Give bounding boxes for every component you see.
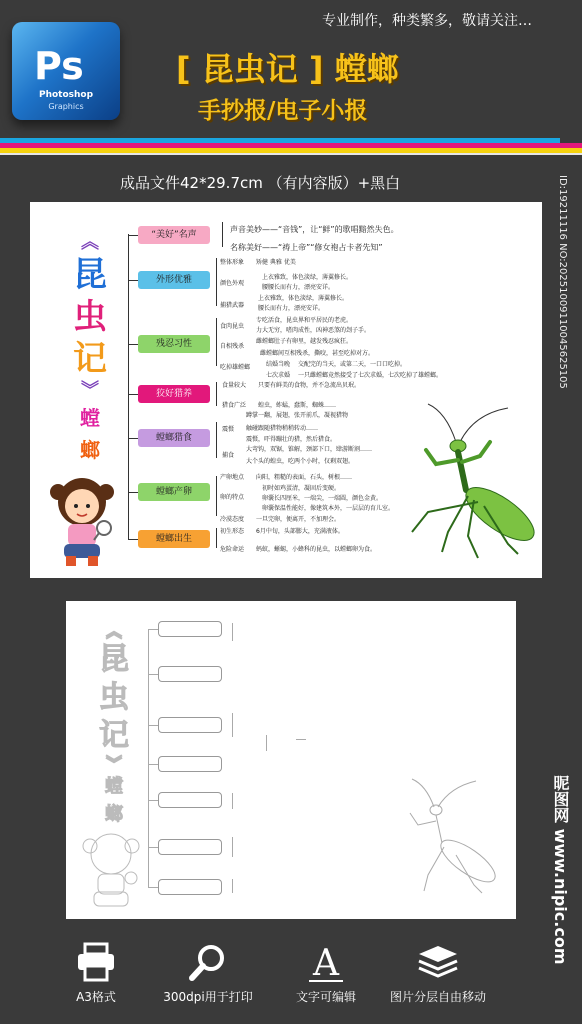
outline-node [158, 792, 222, 808]
outline-deco-title [94, 623, 134, 829]
branch-hunt: 螳螂猎食 [138, 429, 210, 447]
leaf-bracket [216, 258, 217, 306]
leaf-shape-c2: 腰长而有力，漂亮安详。 [258, 305, 325, 312]
outline-bracket [232, 837, 233, 857]
branch-shape: 外形优雅 [138, 271, 210, 289]
leaf-prey-a1: 只要有鲜美的食物，并不急流出贝珉。 [258, 382, 361, 389]
leaf-egg-b: 卵的特点 [220, 494, 245, 501]
outline-bracket [296, 739, 306, 740]
leaf-egg-b2: 卵囊长四厘米，一端尖，一端圆，颜色金黄。 [262, 495, 383, 502]
leaf-habit-c: 吃掉雄螳螂 [220, 364, 251, 371]
nipic-watermark: 昵图网 www.nipic.com [551, 775, 570, 965]
feature-editable-text [266, 940, 386, 1005]
photoshop-logo [12, 22, 120, 120]
leaf-prey-a: 食量较大 [222, 382, 247, 389]
outline-bracket [232, 879, 233, 893]
outline-branch-line [148, 887, 158, 888]
branch-line [128, 280, 138, 281]
leaf-bracket [222, 222, 223, 247]
slogan: 专业制作，种类繁多，敬请关注… [322, 13, 532, 29]
leaf-prey-b1: 蝗虫，蚱蜢，蠢斯，蜘蛛…… [258, 402, 337, 409]
leaf-bracket [216, 528, 217, 548]
feature-dpi [148, 940, 268, 1005]
layers-icon [378, 940, 498, 984]
branch-prey: 狡好猎养 [138, 385, 210, 403]
branch-birth: 螳螂出生 [138, 530, 210, 548]
deco-char-3: 记 [73, 339, 107, 379]
leaf-hunt-b2: 大个头的蝗虫，吃两个小时，仅剩双翅。 [246, 458, 355, 465]
printer-icon [36, 940, 156, 984]
branch-egg: 螳螂产卵 [138, 483, 210, 501]
branch-line [128, 344, 138, 345]
outline-char-2: 虫 [99, 680, 129, 715]
leaf-habit-c1: 雌螳螂间互相残杀，撕咬，甚至吃掉对方。 [260, 350, 375, 357]
leaf-bracket [216, 476, 217, 516]
bracket-icon: ︽ [105, 622, 122, 641]
feature-label: 图片分层自由移动 [389, 990, 486, 1004]
leaf-shape-b: 颜色外观 [220, 280, 245, 287]
outline-bracket [232, 623, 233, 641]
leaf-habit-c4: 七次求婚 [266, 372, 291, 379]
branch-line [128, 438, 138, 439]
leaf-egg-a1: 向阳，粗糙的表面，石头，树根…… [256, 474, 353, 481]
deco-title [70, 232, 110, 466]
leaf-shape-b1: 上衣雅致，体色淡绿，薄翼修长。 [262, 274, 353, 281]
outline-bracket [232, 793, 233, 809]
outline-bracket [232, 713, 233, 737]
outline-node [158, 621, 222, 637]
deco-char-1: 昆 [73, 255, 107, 295]
branch-line [128, 539, 138, 540]
sub-title: 手抄报/电子小报 [198, 98, 368, 124]
main-title: [ 昆虫记 ] 螳螂 [176, 50, 399, 88]
leaf-birth-a: 初生形态 [220, 528, 245, 535]
branch-line [128, 394, 138, 395]
leaf-bracket [216, 318, 217, 366]
feature-a3 [36, 940, 156, 1005]
deco-sub-2: 螂 [80, 438, 100, 462]
leaf-shape-c1: 上衣雅致，体色淡绿，薄翼修长。 [258, 295, 349, 302]
bracket-icon: ︾ [81, 380, 99, 401]
branch-line [128, 492, 138, 493]
outline-branch-line [148, 674, 158, 675]
poster-color-preview [30, 202, 542, 578]
feature-label: 文字可编辑 [295, 990, 356, 1004]
leaf-egg-c1: 一旦完卵，便离开，不加理会。 [256, 516, 341, 523]
outline-node [158, 666, 222, 682]
leaf-birth-a1: 6月中旬，头部膨大，充满液体。 [256, 528, 344, 535]
deco-sub-1: 螳 [80, 406, 100, 430]
mantis-illustration [408, 402, 538, 562]
branch-fame: “美好”名声 [138, 226, 210, 244]
leaf-hunt-a3: 震慑，吓得蹦壮的猎，然后猎食。 [246, 436, 337, 443]
branch-line [128, 235, 138, 236]
leaf-habit-b1: 雌螳螂肚子有卵里，越发残忍疯狂。 [256, 338, 353, 345]
leaf-hunt-a2: 触碰跟随猎物稍稍转动…… [246, 425, 319, 432]
outline-trunk [148, 629, 149, 887]
spec-text: 成品文件42*29.7cm （有内容版）+黑白 [120, 174, 401, 192]
deco-char-2: 虫 [73, 297, 107, 337]
outline-node [158, 879, 222, 895]
leaf-hunt-a1: 蹲掌一翻，展翅，张开前爪，凝视猎物 [246, 412, 349, 419]
outline-branch-line [148, 629, 158, 630]
leaf-egg-b1: 初时如鸡蛋清，凝固后变硬。 [262, 485, 341, 492]
leaf-prey-b: 猎食广泛 [222, 402, 247, 409]
branch-habit: 残忍习性 [138, 335, 210, 353]
outline-branch-line [148, 725, 158, 726]
outline-bracket [266, 735, 267, 751]
leaf-habit-c2: 结婚当晚 [266, 361, 291, 368]
poster-outline-preview [66, 601, 516, 919]
id-code: ID:19211116 NO:20251009110045625105 [557, 175, 568, 389]
leaf-habit-c5: 一只雌螳螂竟然接受了七次求婚，七次吃掉了雄螳螂。 [298, 372, 443, 379]
feature-label: 300dpi用于打印 [163, 990, 253, 1004]
outline-node [158, 839, 222, 855]
bracket-icon: ︾ [105, 754, 122, 773]
font-a-icon [266, 940, 386, 984]
stripe-white [0, 153, 582, 155]
ps-logo-text: Ps [34, 44, 84, 88]
leaf-habit-c3: 交配完的当天，或第二天，一口口吃掉。 [298, 361, 407, 368]
leaf-hunt-b1: 大弯钩，双锯，锥解，颈部下口，肆游断割…… [246, 446, 373, 453]
outline-sub-2: 螂 [105, 804, 123, 825]
outline-branch-line [148, 764, 158, 765]
outline-node [158, 717, 222, 733]
leaf-birth-b1: 蚂蚁，蜥蜴，小蜂科的昆虫，以螳螂卵为食。 [256, 546, 377, 553]
leaf-egg-a: 产卵地点 [220, 474, 245, 481]
leaf-birth-b: 危险命运 [220, 546, 245, 553]
leaf-shape-a: 整体形象 [220, 259, 245, 266]
girl-outline-illustration [76, 826, 146, 914]
leaf-habit-a2: 力大无穷，嗜肉成性，凶神恶煞的刽子手。 [256, 327, 371, 334]
leaf-habit-b: 自相残杀 [220, 343, 245, 350]
ps-logo-sub: Graphics [48, 102, 84, 111]
leaf-bracket [216, 382, 217, 406]
leaf-hunt-a: 震慑 [222, 426, 235, 433]
svg-text:A: A [313, 943, 339, 983]
outline-node [158, 756, 222, 772]
leaf-hunt-b: 捕食 [222, 452, 235, 459]
leaf-bracket [216, 422, 217, 458]
feature-label: A3格式 [76, 990, 116, 1004]
leaf-egg-c: 冷漠态度 [220, 516, 245, 523]
outline-char-1: 昆 [99, 642, 129, 677]
feature-layers [378, 940, 498, 1005]
magnifier-icon [148, 940, 268, 984]
leaf-shape-b2: 腰腰长而有力，漂亮安详。 [262, 284, 335, 291]
leaf-fame-1: 声音美妙——“音钱”，让“鲜”的歌唱黯然失色。 [230, 225, 399, 234]
leaf-habit-a: 食肉昆虫 [220, 323, 245, 330]
outline-branch-line [148, 847, 158, 848]
leaf-fame-2: 名称美好——“祷上帝”“修女袍占卡者先知” [230, 243, 383, 252]
ps-logo-name: Photoshop [38, 90, 94, 100]
leaf-egg-b3: 卵囊保温性能好，像建筑本外，一层层的育儿室。 [262, 505, 395, 512]
bracket-icon: ︽ [81, 232, 99, 253]
girl-illustration [42, 470, 122, 570]
outline-branch-line [148, 800, 158, 801]
leaf-shape-a1: 矫健 典雅 优美 [256, 259, 296, 266]
mantis-outline-illustration [396, 777, 506, 897]
leaf-habit-a1: 专吃活食，昆虫界和平居民的老虎。 [256, 317, 353, 324]
leaf-shape-c: 捕猎武器 [220, 302, 245, 309]
outline-sub-1: 螳 [105, 776, 123, 797]
outline-char-3: 记 [99, 718, 129, 753]
